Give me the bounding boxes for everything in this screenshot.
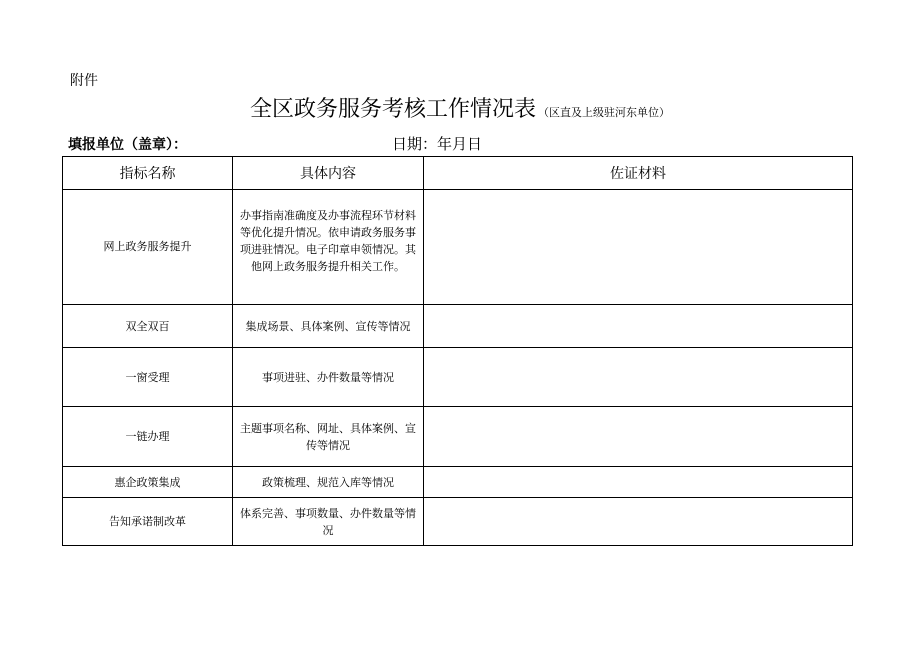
indicator-cell: 告知承诺制改革 [63,498,233,546]
indicator-cell: 双全双百 [63,305,233,348]
table-row [63,467,853,498]
evidence-cell[interactable] [424,348,853,407]
column-header-content: 具体内容 [233,157,424,190]
evidence-cell[interactable] [424,467,853,498]
indicator-cell: 一链办理 [63,407,233,467]
table-row [63,407,853,467]
evidence-cell[interactable] [424,305,853,348]
table-row [63,348,853,407]
table-row [63,190,853,305]
content-cell: 主题事项名称、网址、具体案例、宣传等情况 [233,407,424,467]
title-note: （区直及上级驻河东单位） [538,106,670,119]
column-header-indicator: 指标名称 [63,157,233,190]
date-label: 日期：年月日 [392,135,483,153]
content-cell: 事项进驻、办件数量等情况 [233,348,424,407]
title-block [0,92,920,123]
page-title: 全区政务服务考核工作情况表 [249,97,536,122]
column-header-evidence: 佐证材料 [424,157,853,190]
indicator-cell: 惠企政策集成 [63,467,233,498]
evidence-cell[interactable] [424,498,853,546]
fill-unit-label: 填报单位（盖章）： [68,137,187,153]
content-cell: 办事指南准确度及办事流程环节材料等优化提升情况。依申请政务服务事项进驻情况。电子印章申领情况。其他网上政务服务提升相关工作。 [233,190,424,305]
content-cell: 集成场景、具体案例、宣传等情况 [233,305,424,348]
table-header-row [63,157,853,190]
table-row [63,305,853,348]
content-cell: 政策梳理、规范入库等情况 [233,467,424,498]
content-cell: 体系完善、事项数量、办件数量等情况 [233,498,424,546]
indicator-cell: 一窗受理 [63,348,233,407]
evidence-cell[interactable] [424,190,853,305]
indicator-cell: 网上政务服务提升 [63,190,233,305]
table-row [63,498,853,546]
evidence-cell[interactable] [424,407,853,467]
attachment-label: 附件 [70,73,98,89]
assessment-table [62,156,853,546]
